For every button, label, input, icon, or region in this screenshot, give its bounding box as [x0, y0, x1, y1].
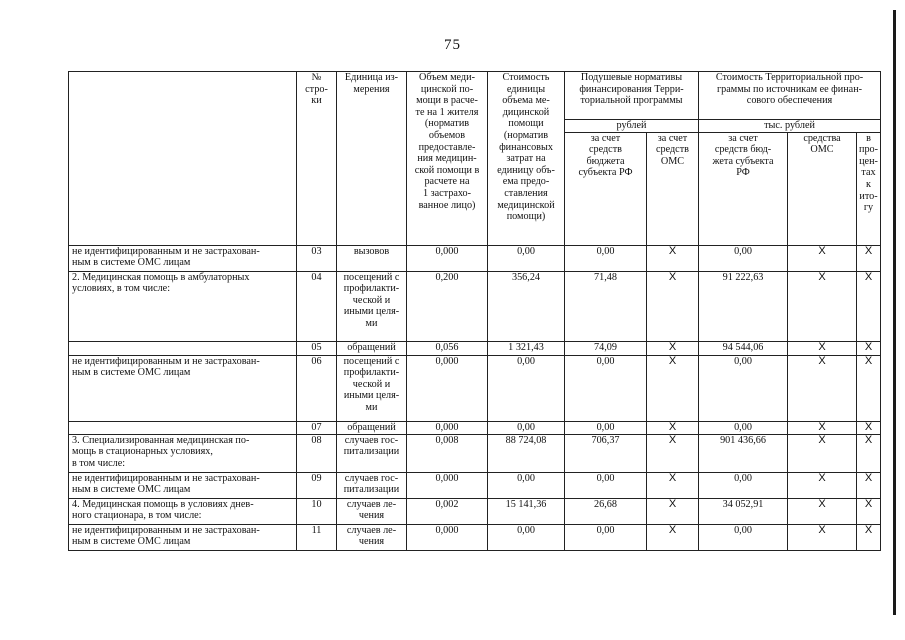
- header-program-budget: за счет средств бюд- жета субъекта РФ: [699, 132, 788, 245]
- row-per-capita-budget: 26,68: [565, 498, 647, 524]
- row-volume: 0,200: [407, 271, 488, 341]
- row-per-capita-oms: Х: [647, 355, 699, 421]
- row-per-capita-oms: Х: [647, 524, 699, 550]
- header-program-cost: Стоимость Территориальной про- граммы по источникам ее финан- сового обеспечения: [699, 72, 881, 120]
- row-program-percent: Х: [857, 271, 881, 341]
- row-program-percent: Х: [857, 245, 881, 271]
- row-name: 3. Специализированная медицинская по- мощь в стационарных условиях, в том числе:: [69, 434, 297, 472]
- row-volume: 0,000: [407, 355, 488, 421]
- row-volume: 0,000: [407, 524, 488, 550]
- header-program-oms: средства ОМС: [788, 132, 857, 245]
- header-name-cell: [69, 72, 297, 246]
- row-program-percent: Х: [857, 524, 881, 550]
- header-per-capita-budget: за счет средств бюджета субъекта РФ: [565, 132, 647, 245]
- header-row-number: № стро- ки: [297, 72, 337, 246]
- row-unit: обращений: [337, 341, 407, 355]
- row-per-capita-oms: Х: [647, 472, 699, 498]
- row-program-oms: Х: [788, 355, 857, 421]
- header-per-capita-norms: Подушевые нормативы финансирования Терри- ториальной программы: [565, 72, 699, 120]
- row-per-capita-budget: 0,00: [565, 472, 647, 498]
- row-volume: 0,002: [407, 498, 488, 524]
- row-program-percent: Х: [857, 498, 881, 524]
- row-number: 05: [297, 341, 337, 355]
- row-name: не идентифицированным и не застрахован- ным в системе ОМС лицам: [69, 524, 297, 550]
- row-unit-cost: 15 141,36: [488, 498, 565, 524]
- table-row: [69, 524, 881, 550]
- row-program-budget: 901 436,66: [699, 434, 788, 472]
- row-unit: случаев ле- чения: [337, 498, 407, 524]
- table-row: [69, 498, 881, 524]
- row-per-capita-oms: Х: [647, 271, 699, 341]
- row-per-capita-budget: 0,00: [565, 421, 647, 434]
- row-number: 08: [297, 434, 337, 472]
- row-number: 11: [297, 524, 337, 550]
- row-name: [69, 421, 297, 434]
- row-unit: случаев гос- питализации: [337, 434, 407, 472]
- row-unit: случаев ле- чения: [337, 524, 407, 550]
- table-row: [69, 472, 881, 498]
- row-volume: 0,000: [407, 421, 488, 434]
- row-unit-cost: 1 321,43: [488, 341, 565, 355]
- row-per-capita-budget: 0,00: [565, 524, 647, 550]
- row-unit-cost: 88 724,08: [488, 434, 565, 472]
- row-program-budget: 94 544,06: [699, 341, 788, 355]
- row-program-percent: Х: [857, 421, 881, 434]
- row-program-oms: Х: [788, 421, 857, 434]
- row-program-oms: Х: [788, 341, 857, 355]
- row-volume: 0,008: [407, 434, 488, 472]
- row-per-capita-oms: Х: [647, 498, 699, 524]
- header-unit-cost: Стоимость единицы объема ме- дицинской помощи (норматив финансовых затрат на единицу объ- ема предо- ставления медицинской помощи): [488, 72, 565, 246]
- row-number: 04: [297, 271, 337, 341]
- row-unit: вызовов: [337, 245, 407, 271]
- header-per-capita-oms: за счет средств ОМС: [647, 132, 699, 245]
- row-per-capita-oms: Х: [647, 341, 699, 355]
- row-name: 4. Медицинская помощь в условиях днев- ного стационара, в том числе:: [69, 498, 297, 524]
- row-program-oms: Х: [788, 524, 857, 550]
- row-per-capita-budget: 71,48: [565, 271, 647, 341]
- row-program-budget: 34 052,91: [699, 498, 788, 524]
- row-unit-cost: 0,00: [488, 421, 565, 434]
- row-per-capita-budget: 0,00: [565, 245, 647, 271]
- margin-rule: [893, 10, 896, 615]
- table-row: [69, 271, 881, 341]
- header-program-percent: в про- цен- тах к ито- гу: [857, 132, 881, 245]
- row-program-percent: Х: [857, 434, 881, 472]
- row-unit-cost: 0,00: [488, 245, 565, 271]
- row-unit: обращений: [337, 421, 407, 434]
- page-number: 75: [444, 37, 461, 53]
- row-per-capita-budget: 0,00: [565, 355, 647, 421]
- header-unit: Единица из- мерения: [337, 72, 407, 246]
- row-program-percent: Х: [857, 355, 881, 421]
- row-per-capita-oms: Х: [647, 245, 699, 271]
- row-unit-cost: 0,00: [488, 524, 565, 550]
- row-program-budget: 0,00: [699, 245, 788, 271]
- row-number: 09: [297, 472, 337, 498]
- row-program-oms: Х: [788, 498, 857, 524]
- row-program-oms: Х: [788, 245, 857, 271]
- row-program-percent: Х: [857, 341, 881, 355]
- row-number: 10: [297, 498, 337, 524]
- table-row: [69, 245, 881, 271]
- header-program-unit: тыс. рублей: [699, 120, 881, 133]
- row-per-capita-oms: Х: [647, 434, 699, 472]
- row-program-budget: 0,00: [699, 421, 788, 434]
- row-program-budget: 91 222,63: [699, 271, 788, 341]
- table-row: [69, 434, 881, 472]
- financing-norms-table: [68, 71, 881, 551]
- row-per-capita-budget: 74,09: [565, 341, 647, 355]
- table-row: [69, 421, 881, 434]
- row-program-oms: Х: [788, 271, 857, 341]
- row-volume: 0,000: [407, 472, 488, 498]
- row-program-budget: 0,00: [699, 524, 788, 550]
- header-per-capita-unit: рублей: [565, 120, 699, 133]
- row-number: 03: [297, 245, 337, 271]
- row-unit-cost: 0,00: [488, 355, 565, 421]
- row-name: не идентифицированным и не застрахован- ным в системе ОМС лицам: [69, 472, 297, 498]
- row-unit-cost: 0,00: [488, 472, 565, 498]
- row-number: 07: [297, 421, 337, 434]
- row-name: не идентифицированным и не застрахован- ным в системе ОМС лицам: [69, 245, 297, 271]
- row-number: 06: [297, 355, 337, 421]
- row-unit: посещений с профилакти- ческой и иными целя- ми: [337, 271, 407, 341]
- row-unit: посещений с профилакти- ческой и иными целя- ми: [337, 355, 407, 421]
- row-per-capita-oms: Х: [647, 421, 699, 434]
- row-program-budget: 0,00: [699, 355, 788, 421]
- row-program-budget: 0,00: [699, 472, 788, 498]
- row-program-percent: Х: [857, 472, 881, 498]
- row-unit-cost: 356,24: [488, 271, 565, 341]
- row-name: [69, 341, 297, 355]
- header-volume: Объем меди- цинской по- мощи в расче- те на 1 жителя (норматив объемов предоставле- ния медицин- ской помощи в расчете на 1 застрахо- ванное лицо): [407, 72, 488, 246]
- row-name: 2. Медицинская помощь в амбулаторных условиях, в том числе:: [69, 271, 297, 341]
- row-unit: случаев гос- питализации: [337, 472, 407, 498]
- row-per-capita-budget: 706,37: [565, 434, 647, 472]
- row-name: не идентифицированным и не застрахован- ным в системе ОМС лицам: [69, 355, 297, 421]
- table-row: [69, 355, 881, 421]
- row-program-oms: Х: [788, 472, 857, 498]
- table-row: [69, 341, 881, 355]
- row-program-oms: Х: [788, 434, 857, 472]
- row-volume: 0,000: [407, 245, 488, 271]
- row-volume: 0,056: [407, 341, 488, 355]
